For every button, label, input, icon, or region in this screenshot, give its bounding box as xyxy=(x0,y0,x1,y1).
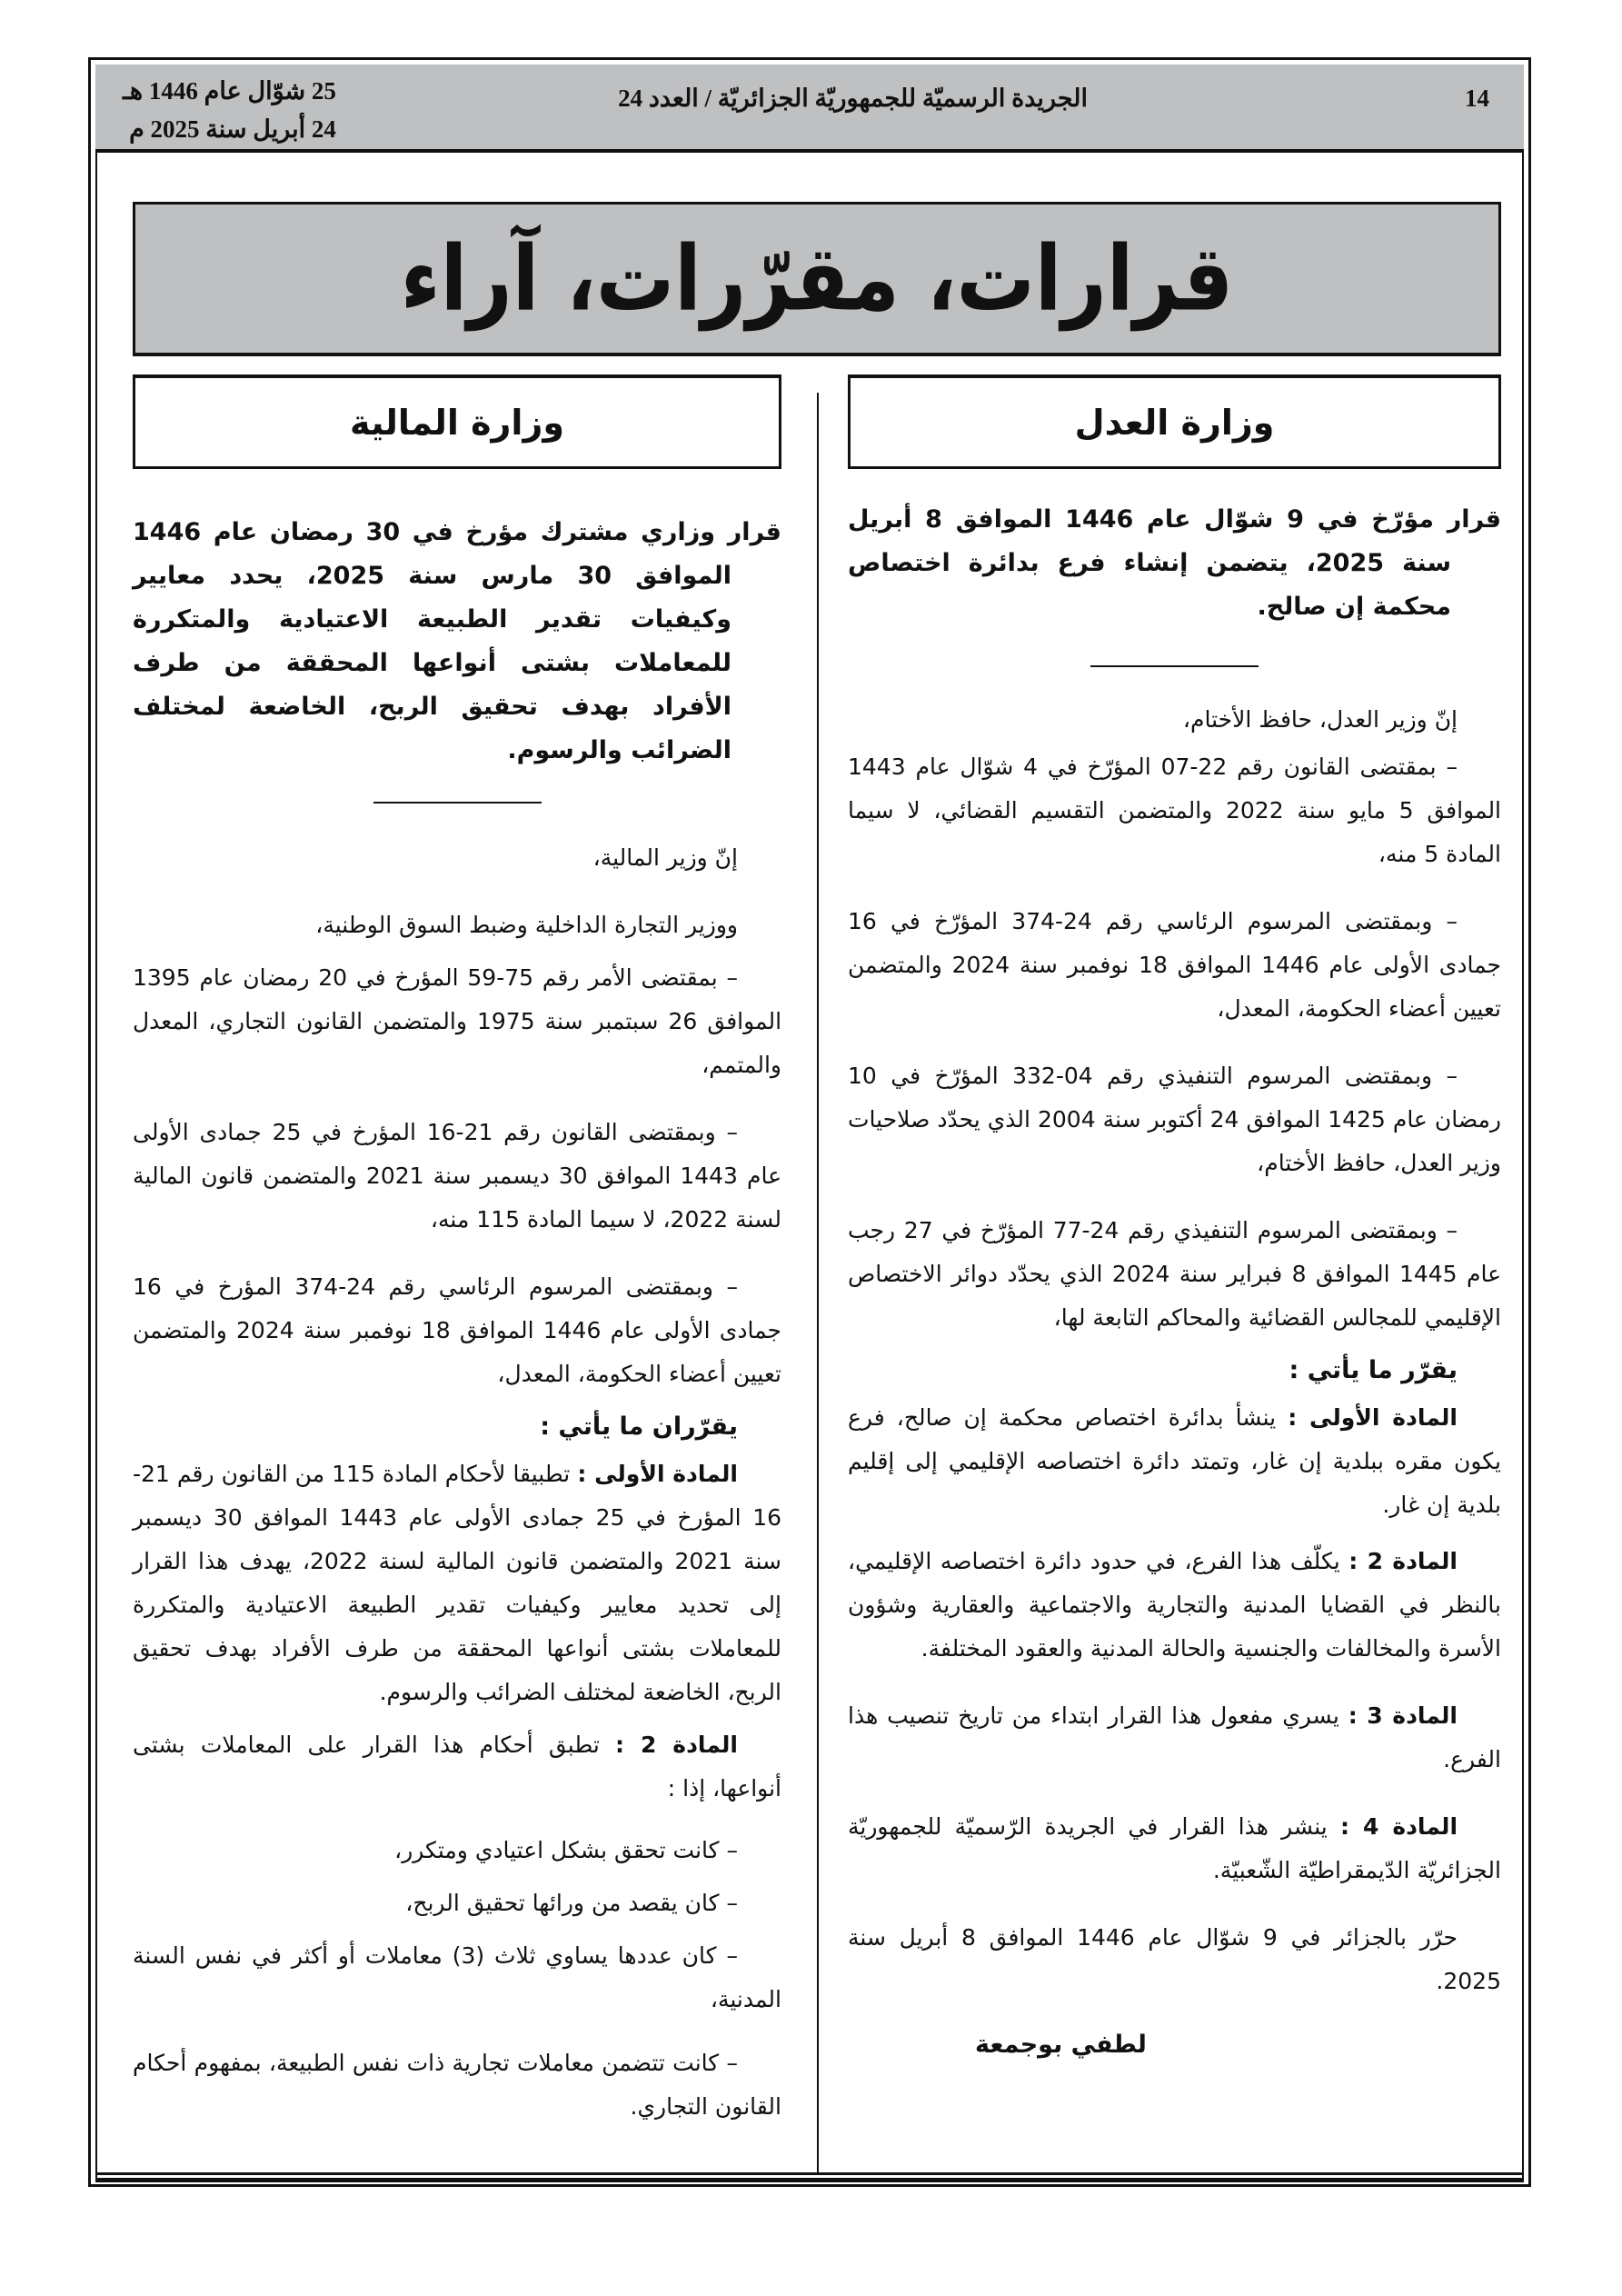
journal-title: الجريدة الرسميّة للجمهوريّة الجزائريّة / العدد 24 xyxy=(618,85,1088,112)
bottom-rule xyxy=(95,2180,1524,2182)
hijri-date: 25 شوّال عام 1446 هـ xyxy=(123,77,336,105)
condition-item: – كانت تحقق بشكل اعتيادي ومتكرر، xyxy=(394,1837,738,1863)
page-header xyxy=(95,65,1524,153)
article-text: يكلّف هذا الفرع، في حدود دائرة اختصاصه الإقليمي، بالنظر في القضايا المدنية والتجارية والاجتماعية والعقارية وشؤون الأسرة والمخالفات والجنسية والحالة المدنية والعقود المختلفة. xyxy=(848,1548,1501,1662)
decision-title: قرار مؤرّخ في 9 شوّال عام 1446 الموافق 8 أبريل سنة 2025، يتضمن إنشاء فرع بدائرة اختصاص محكمة إن صالح. xyxy=(848,505,1502,621)
visa-paragraph: – وبمقتضى المرسوم الرئاسي رقم 24-374 المؤرّخ في 16 جمادى الأولى عام 1446 الموافق 18 نوفمبر سنة 2024 والمتضمن تعيين أعضاء الحكومة، المعدل، xyxy=(848,908,1502,1022)
preamble: إنّ وزير المالية، xyxy=(592,844,738,871)
article-text: تطبق أحكام هذا القرار على المعاملات بشتى أنواعها، إذا : xyxy=(133,1732,781,1802)
article-label: المادة 4 : xyxy=(1339,1813,1458,1840)
article xyxy=(848,1540,1501,1671)
visa-paragraph: – بمقتضى القانون رقم 22-07 المؤرّخ في 4 شوّال عام 1443 الموافق 5 مايو سنة 2022 والمتضمن التقسيم القضائي، لا سيما المادة 5 منه، xyxy=(848,754,1502,867)
visa-paragraph: – وبمقتضى القانون رقم 21-16 المؤرخ في 25 جمادى الأولى عام 1443 الموافق 30 ديسمبر سنة 2021 والمتضمن قانون المالية لسنة 2022، لا سيما المادة 115 منه، xyxy=(133,1119,782,1233)
article xyxy=(133,1452,781,1714)
separator-rule xyxy=(1090,665,1259,667)
article-label: المادة 2 : xyxy=(615,1732,738,1758)
article xyxy=(848,1805,1501,1892)
visa-paragraph: – وبمقتضى المرسوم الرئاسي رقم 24-374 المؤرخ في 16 جمادى الأولى عام 1446 الموافق 18 نوفمبر سنة 2024 والمتضمن تعيين أعضاء الحكومة، المعدل، xyxy=(133,1273,781,1387)
preamble: ووزير التجارة الداخلية وضبط السوق الوطنية، xyxy=(315,912,738,938)
ministry-box-finance xyxy=(133,374,781,469)
article-label: المادة الأولى : xyxy=(577,1461,738,1487)
article xyxy=(133,1723,781,1811)
ministry-title: وزارة العدل xyxy=(1074,402,1275,443)
gregorian-date: 24 أبريل سنة 2025 م xyxy=(129,115,336,143)
ministry-title: وزارة المالية xyxy=(350,402,564,443)
article xyxy=(848,1694,1501,1782)
article-text: يسري مفعول هذا القرار ابتداء من تاريخ تنصيب هذا الفرع. xyxy=(848,1702,1501,1772)
visa-paragraph: – وبمقتضى المرسوم التنفيذي رقم 04-332 المؤرّخ في 10 رمضان عام 1425 الموافق 24 أكتوبر سنة 2004 الذي يحدّد صلاحيات وزير العدل، حافظ الأختام، xyxy=(848,1063,1501,1176)
decides-heading: يقرّر ما يأتي : xyxy=(1289,1356,1458,1384)
decision-title: قرار وزاري مشترك مؤرخ في 30 رمضان عام 1446 الموافق 30 مارس سنة 2025، يحدد معايير وكيفيات تقدير الطبيعة الاعتيادية والمتكررة للمعاملات بشتى أنواعها المحققة من طرف الأفراد بهدف تحقيق الربح، الخاضعة لمختلف الضرائب والرسوم. xyxy=(133,518,781,764)
article-text: ينشأ بدائرة اختصاص محكمة إن صالح، فرع يكون مقره ببلدية إن غار، وتمتد دائرة اختصاصه الإقليمي إلى إقليم بلدية إن غار. xyxy=(848,1404,1501,1518)
column-divider xyxy=(817,393,819,2174)
decides-heading: يقرّران ما يأتي : xyxy=(540,1413,738,1441)
left-column xyxy=(133,511,781,2129)
article-text: ينشر هذا القرار في الجريدة الرّسميّة للجمهوريّة الجزائريّة الدّيمقراطيّة الشّعبيّة. xyxy=(848,1813,1501,1883)
article-label: المادة الأولى : xyxy=(1288,1404,1458,1431)
ministry-box-justice xyxy=(848,374,1501,469)
closing-line: حرّر بالجزائر في 9 شوّال عام 1446 الموافق 8 أبريل سنة 2025. xyxy=(848,1924,1501,1994)
condition-item: – كان عددها يساوي ثلاث (3) معاملات أو أكثر في نفس السنة المدنية، xyxy=(133,1942,781,2012)
article-text: تطبيقا لأحكام المادة 115 من القانون رقم 21-16 المؤرخ في 25 جمادى الأولى عام 1443 الموافق 30 ديسمبر سنة 2021 والمتضمن قانون المالية لسنة 2022، يهدف هذا القرار إلى تحديد معايير وكيفيات تقدير الطبيعة الاعتيادية والمتكررة للمعاملات بشتى أنواعها المحققة من طرف الأفراد بهدف تحقيق الربح، الخاضعة لمختلف الضرائب والرسوم. xyxy=(133,1461,781,1705)
signature: لطفي بوجمعة xyxy=(975,2031,1147,2059)
separator-rule xyxy=(373,802,542,804)
right-column xyxy=(848,498,1501,2067)
section-banner xyxy=(133,202,1501,356)
preamble: إنّ وزير العدل، حافظ الأختام، xyxy=(1182,706,1458,733)
bottom-rule xyxy=(95,2172,1524,2175)
page-number: 14 xyxy=(1465,85,1489,112)
article-label: المادة 3 : xyxy=(1348,1702,1458,1729)
visa-paragraph: – بمقتضى الأمر رقم 75-59 المؤرخ في 20 رمضان عام 1395 الموافق 26 سبتمبر سنة 1975 والمتضمن القانون التجاري، المعدل والمتمم، xyxy=(133,964,782,1078)
article-label: المادة 2 : xyxy=(1348,1548,1458,1574)
visa-paragraph: – وبمقتضى المرسوم التنفيذي رقم 24-77 المؤرّخ في 27 رجب عام 1445 الموافق 8 فبراير سنة 2024 الذي يحدّد دوائر الاختصاص الإقليمي للمجالس القضائية والمحاكم التابعة لها، xyxy=(848,1217,1501,1331)
condition-item: – كانت تتضمن معاملات تجارية ذات نفس الطبيعة، بمفهوم أحكام القانون التجاري. xyxy=(133,2050,781,2120)
issue-date xyxy=(123,72,336,148)
article xyxy=(848,1396,1501,1527)
condition-item: – كان يقصد من ورائها تحقيق الربح، xyxy=(405,1890,738,1916)
section-title: قرارات، مقرّرات، آراء xyxy=(400,226,1234,331)
